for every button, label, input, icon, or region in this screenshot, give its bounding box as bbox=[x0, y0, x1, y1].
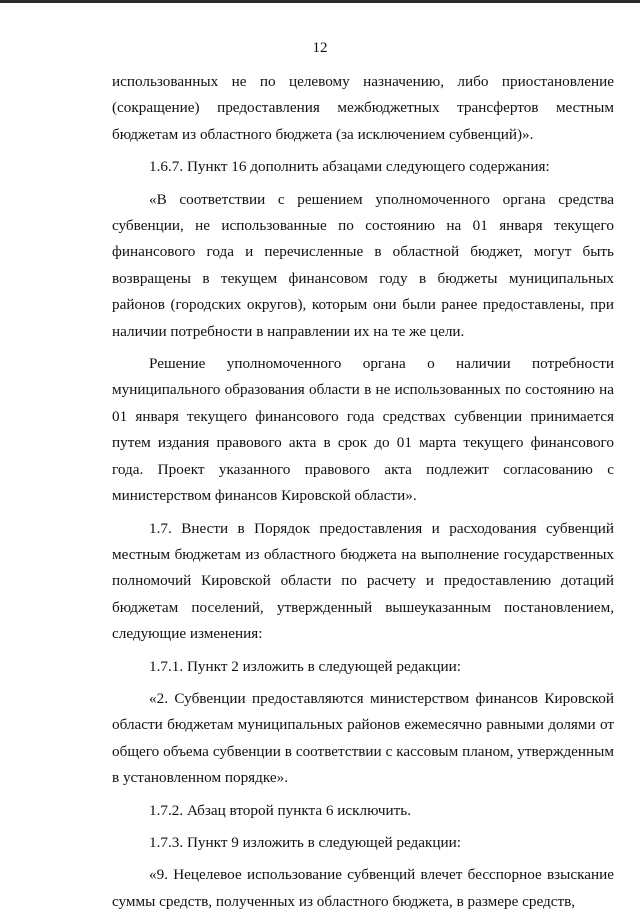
paragraph-clause-2: «2. Субвенции предоставляются министерством финансов Кировской области бюджетам муниципальных районов ежемесячно равными долями от общего объема субвенции в соответствии с кассовым планом, утвержденным в установленном порядке». bbox=[112, 689, 614, 787]
paragraph-1-7: 1.7. Внести в Порядок предоставления и расходования субвенций местным бюджетам из областного бюджета на выполнение государственных полномочий Кировской области по расчету и предоставлению дотаций бюджетам поселений, утвержденный вышеуказанным постановлением, следующие изменения: bbox=[112, 519, 614, 643]
paragraph-1-7-3: 1.7.3. Пункт 9 изложить в следующей редакции: bbox=[149, 833, 462, 851]
top-border-rule bbox=[0, 0, 640, 3]
page-number: 12 bbox=[312, 40, 328, 56]
paragraph-subvention-return: «В соответствии с решением уполномоченного органа средства субвенции, не использованные по состоянию на 01 января текущего финансового года и перечисленные в областной бюджет, могут быть возвращены в текущем финансовом году в бюджеты муниципальных районов (городских округов), которым они были ранее предоставлены, при наличии потребности в направлении их на те же цели. bbox=[112, 190, 614, 340]
document-body bbox=[112, 69, 614, 915]
paragraph-continuation: использованных не по целевому назначению, либо приостановление (сокращение) предоставления межбюджетных трансфертов местным бюджетам из областного бюджета (за исключением субвенций)». bbox=[112, 73, 614, 143]
paragraph-decision: Решение уполномоченного органа о наличии потребности муниципального образования области в не использованных по состоянию на 01 января текущего финансового года средствах субвенции принимается путем издания правового акта в срок до 01 марта текущего финансового года. Проект указанного правового акта подлежит согласованию с министерством финансов Кировской области». bbox=[112, 355, 614, 505]
paragraph-1-7-1: 1.7.1. Пункт 2 изложить в следующей редакции: bbox=[149, 657, 462, 675]
paragraph-1-6-7: 1.6.7. Пункт 16 дополнить абзацами следующего содержания: bbox=[149, 158, 550, 176]
paragraph-clause-9: «9. Нецелевое использование субвенций влечет бесспорное взыскание суммы средств, полученных из областного бюджета, в размере средств, bbox=[112, 866, 614, 910]
paragraph-1-7-2: 1.7.2. Абзац второй пункта 6 исключить. bbox=[149, 801, 411, 819]
